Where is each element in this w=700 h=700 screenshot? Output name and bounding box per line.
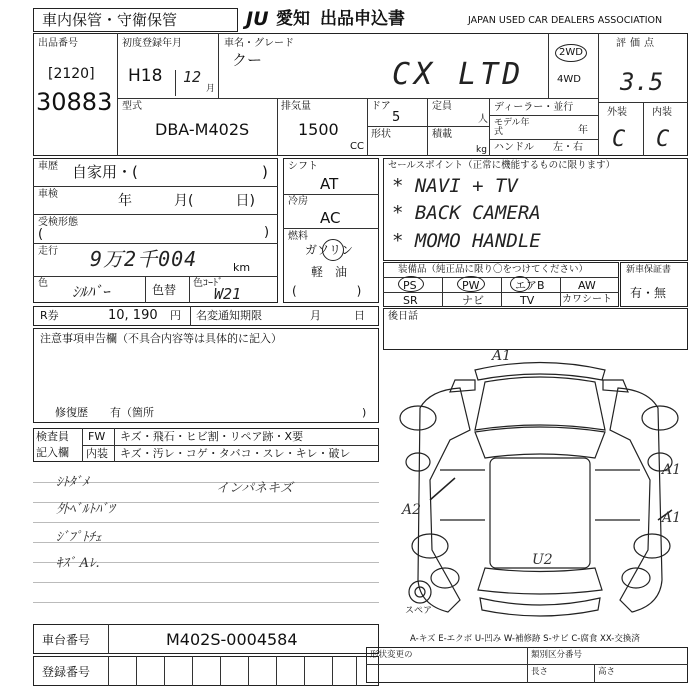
recycle-value: 10, 190	[108, 308, 158, 323]
registration-year: H18	[128, 66, 163, 86]
equip-sr: SR	[403, 294, 418, 307]
inspector-note-2: 外ﾍﾞﾙﾄﾊﾞﾂ	[56, 502, 115, 517]
selling-points-label: セールスポイント（正常に機能するものに限ります）	[388, 160, 616, 171]
displacement-unit: CC	[350, 141, 364, 152]
name-change-month: 月	[310, 309, 321, 322]
inspector-note-1: ｼﾄﾀﾞﾒ	[56, 475, 89, 490]
color-label: 色	[38, 278, 48, 289]
equipment-label: 装備品（純正品に限り〇をつけてください）	[398, 264, 589, 275]
lot-label: 出品番号	[38, 38, 78, 49]
repair-history-close: )	[362, 406, 367, 419]
registration-label: 初度登録年月	[122, 38, 182, 49]
registration-month: 12	[183, 68, 202, 86]
handle-side: 左・右	[553, 142, 583, 153]
storage-header-text: 車内保管・守衛保管	[42, 11, 178, 29]
aircon-value: AC	[320, 209, 341, 227]
spare-label: スペア	[405, 606, 433, 616]
mileage-unit: km	[233, 261, 251, 274]
color-change-label: 色替	[152, 283, 177, 297]
model-year-label: モデル年式	[494, 118, 530, 137]
interior-label: 内装	[652, 107, 672, 118]
damage-mark-left: A2	[402, 502, 422, 518]
year-unit: 年	[578, 125, 588, 136]
doors-label: ドア	[371, 101, 391, 112]
shift-label: シフト	[288, 161, 318, 172]
equip-tv: TV	[520, 294, 535, 307]
color-code-label: 色ｺｰﾄﾞ	[193, 278, 223, 289]
type-change-label: 類別区分番号	[531, 650, 583, 660]
chassis-value: M402S-0004584	[166, 630, 298, 649]
inspector-note-3: ｼﾞﾌﾟﾄﾁｪ	[56, 530, 102, 545]
inspector-fw-row: キズ・飛石・ヒビ割・リペア跡・X要	[120, 430, 304, 443]
4wd-option: 4WD	[557, 74, 581, 85]
displacement-label: 排気量	[281, 101, 311, 112]
exterior-label: 外装	[607, 107, 627, 118]
association-name: JAPAN USED CAR DEALERS ASSOCIATION	[468, 15, 663, 26]
auction-note-label: 後日話	[388, 311, 418, 322]
gasoline-circle	[322, 239, 344, 261]
damage-mark-right-2: A1	[662, 510, 682, 526]
interior-grade: C	[656, 127, 670, 152]
org-name: 愛知	[276, 9, 310, 29]
model-name-printed: クー	[232, 51, 263, 69]
inspection-value: 年 月( 日)	[118, 193, 255, 209]
selling-point-2-text: BACK CAMERA	[414, 202, 541, 224]
equip-navi: ナビ	[462, 294, 484, 307]
equip-pw: PW	[462, 279, 480, 292]
history-close: )	[262, 163, 268, 181]
damage-legend: A-キズ E-エクボ U-凹み W-補修跡 S-サビ C-腐食 XX-交換済	[410, 634, 640, 644]
fuel-gasoline: ガソリン	[305, 243, 354, 257]
equip-leather-seat: カワシート	[562, 294, 612, 305]
type-label: 型式	[122, 101, 142, 112]
inspector-fw: FW	[88, 430, 106, 443]
inspector-label-1: 検査員	[36, 430, 69, 443]
auction-note-block	[383, 308, 688, 350]
history-label: 車歴	[38, 161, 58, 172]
equip-ps-circle	[398, 276, 424, 292]
selling-point-3-text: MOMO HANDLE	[414, 230, 541, 252]
height-label: 高さ	[598, 667, 616, 677]
equip-airbag-circle	[510, 276, 530, 292]
recycle-unit: 円	[170, 309, 181, 322]
selling-point-2: * BACK CAMERA	[392, 202, 541, 224]
approval-paren-open: (	[38, 227, 44, 242]
selling-point-1-text: NAVI + TV	[414, 175, 518, 197]
exterior-grade: C	[612, 127, 626, 152]
plate-label: 登録番号	[42, 665, 91, 679]
lot-number: 30883	[36, 88, 113, 116]
shape-label: 形状	[371, 129, 391, 140]
fuel-diesel: 軽 油	[311, 265, 348, 279]
name-change-label: 名変通知期限	[196, 309, 262, 322]
fuel-label: 燃料	[288, 231, 308, 242]
mileage-value: 9万2千004	[90, 247, 198, 271]
notes-label: 注意事項申告欄（不具合内容等は具体的に記入）	[40, 332, 282, 345]
name-change-day: 日	[354, 309, 365, 322]
warranty-label: 新車保証書	[626, 265, 672, 275]
chassis-label: 車台番号	[42, 633, 91, 647]
equip-pw-circle	[457, 276, 485, 292]
inspector-note-4: ｷｽﾞ Aﾚ.	[56, 556, 100, 571]
displacement-value: 1500	[298, 120, 339, 139]
damage-mark-roof: U2	[532, 552, 553, 568]
form-title: 出品申込書	[320, 9, 405, 29]
aircon-label: 冷房	[288, 196, 308, 207]
model-name-label: 車名・グレード	[224, 38, 294, 49]
warranty-value: 有・無	[630, 286, 667, 300]
length-label: 長さ	[531, 667, 549, 677]
selling-point-1: * NAVI + TV	[392, 175, 518, 197]
recycle-label: R券	[40, 309, 59, 322]
inspection-label: 車検	[38, 189, 58, 200]
capacity-unit: 人	[478, 114, 488, 125]
shape-change-label: 形状変更の	[370, 650, 413, 660]
repair-history: 修復歴 有（箇所	[55, 406, 154, 419]
doors-value: 5	[392, 110, 401, 125]
equip-airbag: エアB	[515, 279, 545, 292]
approval-label: 受検形態	[38, 217, 78, 228]
shift-value: AT	[320, 175, 339, 193]
registration-month-unit: 月	[206, 84, 216, 94]
score-label: 評価点	[616, 38, 658, 49]
inspector-note-5: インパネキズ	[216, 481, 293, 496]
type-value: DBA-M402S	[155, 120, 250, 139]
fuel-paren: ( )	[292, 284, 362, 298]
damage-mark-right-1: A1	[662, 462, 682, 478]
color-code: W21	[214, 285, 242, 303]
handle-label: ハンドル	[494, 142, 534, 153]
score-value: 3.5	[620, 68, 664, 96]
load-label: 積載	[432, 129, 452, 140]
car-damage-diagram	[390, 350, 688, 635]
dealer-label: ディーラー・並行	[494, 102, 574, 113]
load-unit: kg	[476, 145, 487, 155]
equip-ps: PS	[403, 279, 417, 292]
ju-logo: JU	[246, 8, 269, 30]
lot-sub: [2120]	[48, 66, 95, 82]
equip-aw: AW	[578, 279, 596, 292]
selling-point-3: * MOMO HANDLE	[392, 230, 541, 252]
capacity-label: 定員	[432, 101, 452, 112]
inspector-interior: 内装	[86, 447, 108, 460]
top-frame	[33, 33, 688, 156]
damage-mark-front: A1	[492, 348, 512, 364]
mileage-label: 走行	[38, 246, 58, 257]
inspector-interior-row: キズ・汚レ・コゲ・タバコ・スレ・キレ・破レ	[120, 447, 351, 460]
2wd-option-circled: 2WD	[555, 44, 587, 62]
model-name-handwritten: CX LTD	[392, 57, 525, 92]
inspector-label-2: 記入欄	[36, 446, 69, 459]
color-value: ｼﾙﾊﾞｰ	[72, 283, 110, 301]
history-block	[33, 158, 278, 303]
approval-paren-close: )	[264, 225, 270, 240]
history-value: 自家用・(	[72, 163, 138, 181]
